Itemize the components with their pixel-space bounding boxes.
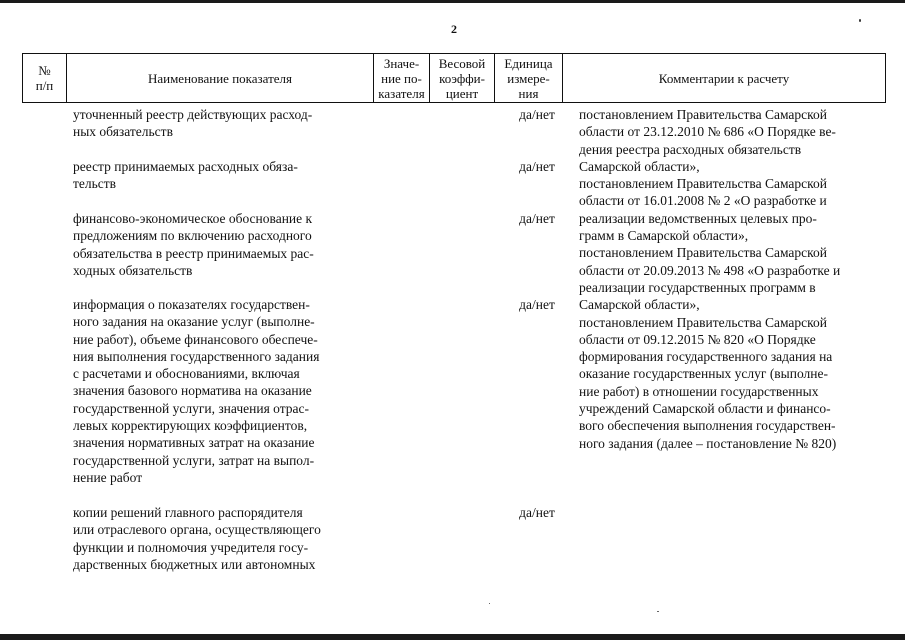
comment-item: постановлением Правительства Самарской области от 20.09.2013 № 498 «О разработке и реализации государственных программ в Самарской области», xyxy=(579,245,841,313)
comment-item: постановлением Правительства Самарской области от 16.01.2008 № 2 «О разработке и реализации ведомственных целевых про- грамм в Самарской области», xyxy=(579,176,827,244)
header-weight-coefficient: Весовой коэффи- циент xyxy=(430,54,495,103)
comment-item: постановлением Правительства Самарской области от 23.12.2010 № 686 «О Порядке ве- дения реестра расходных обязательств Самарской области», xyxy=(579,107,836,174)
indicator-unit: да/нет xyxy=(519,107,555,122)
indicator-name: уточненный реестр действующих расход- ных обязательств xyxy=(73,107,313,140)
table-header xyxy=(22,53,886,103)
indicator-unit: да/нет xyxy=(519,297,555,312)
comment-item: постановлением Правительства Самарской области от 09.12.2015 № 820 «О Порядке формирования государственного задания на оказание государственных услуг (выполне- ние работ) в отношении государственных учреждений Самарской области и финансо- вого обеспечения выполнения государствен- ного задания (далее – постановление № 820) xyxy=(579,314,837,451)
header-comment: Комментарии к расчету xyxy=(563,54,886,103)
page-bottom-border xyxy=(0,634,905,640)
header-number: № п/п xyxy=(23,54,67,103)
page-number: 2 xyxy=(451,22,457,36)
scan-speck xyxy=(859,19,861,22)
indicator-name: реестр принимаемых расходных обяза- тельств xyxy=(73,159,298,192)
scan-speck xyxy=(657,611,659,612)
header-indicator-name: Наименование показателя xyxy=(67,54,374,103)
indicator-unit: да/нет xyxy=(519,159,555,174)
scan-speck xyxy=(489,603,490,604)
calculation-comments xyxy=(579,106,881,452)
header-indicator-value: Значе- ние по- казателя xyxy=(374,54,430,103)
header-unit: Единица измере- ния xyxy=(495,54,563,103)
page-top-border xyxy=(0,0,905,3)
indicator-unit: да/нет xyxy=(519,505,555,520)
indicator-name: информация о показателях государствен- ного задания на оказание услуг (выполне- ние работ), объеме финансового обеспече- ния выполнения государственного задания с расчетами и обоснованиями, включая значения базового норматива на оказание государственной услуги, значения отрас- левых корректирующих коэффициентов, значения нормативных затрат на оказание государственной услуги, затрат на выпол- нение работ xyxy=(73,297,320,485)
indicator-unit: да/нет xyxy=(519,211,555,226)
indicator-name: копии решений главного распорядителя или отраслевого органа, осуществляющего функции и полномочия учредителя госу- дарственных бюджетных или автономных xyxy=(73,505,321,572)
indicator-name: финансово-экономическое обоснование к предложениям по включению расходного обязательства в реестр принимаемых рас- ходных обязательств xyxy=(73,211,314,278)
